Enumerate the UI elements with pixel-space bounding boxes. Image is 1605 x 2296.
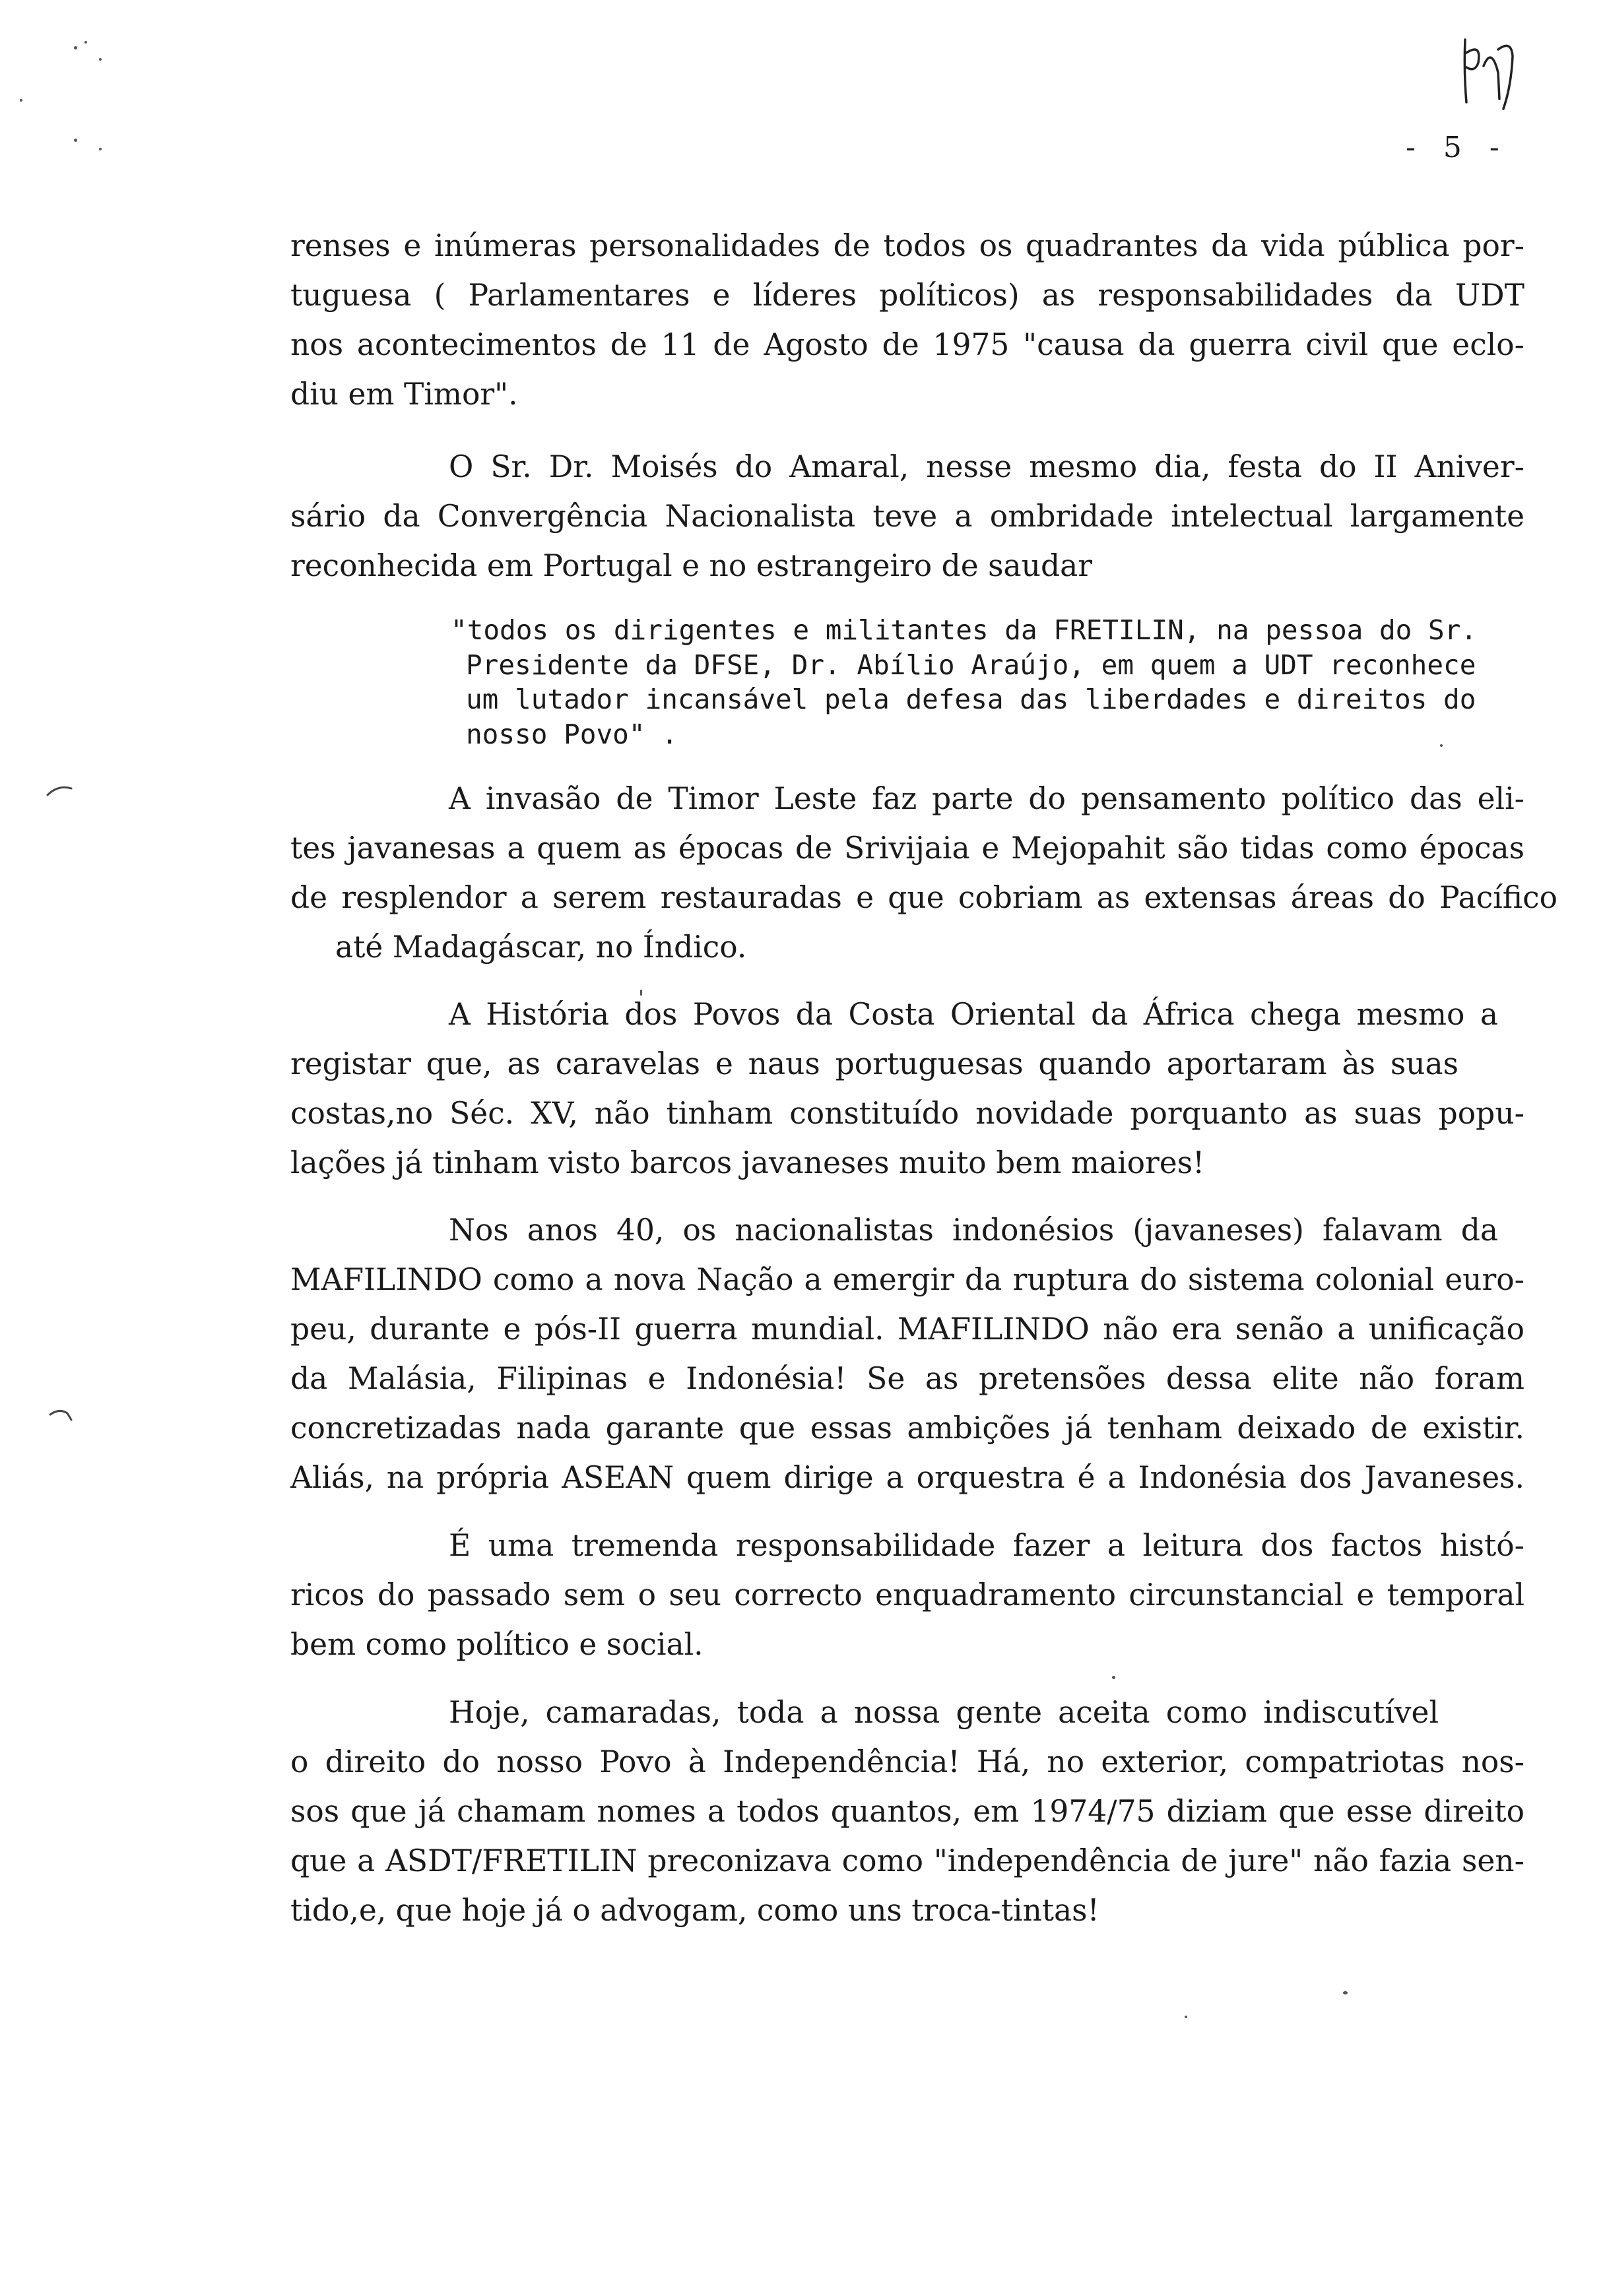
text-line: bem como político e social. bbox=[290, 1627, 704, 1662]
scan-speck bbox=[99, 58, 102, 61]
text-line: tes javanesas a quem as épocas de Srivijaia e Mejopahit são tidas como épocas bbox=[290, 831, 1524, 866]
text-line: concretizadas nada garante que essas ambições já tenham deixado de existir. bbox=[290, 1411, 1524, 1446]
text-line: sos que já chamam nomes a todos quantos, em 1974/75 diziam que esse direito bbox=[290, 1794, 1524, 1829]
text-line: renses e inúmeras personalidades de todos os quadrantes da vida pública por- bbox=[290, 228, 1524, 263]
text-line: o direito do nosso Povo à Independência! Há, no exterior, compatriotas nos- bbox=[290, 1744, 1524, 1779]
text-line: que a ASDT/FRETILIN preconizava como "independência de jure" não fazia sen- bbox=[290, 1843, 1524, 1878]
scan-speck bbox=[84, 41, 87, 44]
text-line: diu em Timor". bbox=[290, 377, 518, 412]
quote-line: nosso Povo" . bbox=[466, 718, 678, 750]
text-line: O Sr. Dr. Moisés do Amaral, nesse mesmo dia, festa do II Aniver- bbox=[449, 449, 1524, 484]
text-line: registar que, as caravelas e naus portuguesas quando aportaram às suas bbox=[290, 1046, 1458, 1081]
text-line: MAFILINDO como a nova Nação a emergir da ruptura do sistema colonial euro- bbox=[290, 1262, 1524, 1297]
scan-mark bbox=[45, 782, 78, 802]
text-line: Hoje, camaradas, toda a nossa gente aceita como indiscutível bbox=[449, 1695, 1439, 1730]
text-line: lações já tinham visto barcos javaneses muito bem maiores! bbox=[290, 1145, 1205, 1180]
scan-speck bbox=[1440, 744, 1443, 747]
text-line: costas,no Séc. XV, não tinham constituído novidade porquanto as suas popu- bbox=[290, 1096, 1524, 1131]
text-line: Aliás, na própria ASEAN quem dirige a orquestra é a Indonésia dos Javaneses. bbox=[290, 1460, 1524, 1495]
text-line: A História dos Povos da Costa Oriental da África chega mesmo a bbox=[449, 997, 1498, 1032]
scan-speck bbox=[1343, 1991, 1348, 1994]
text-line: sário da Convergência Nacionalista teve a ombridade intelectual largamente bbox=[290, 499, 1524, 534]
scan-speck bbox=[74, 46, 77, 49]
text-line: peu, durante e pós-II guerra mundial. MAFILINDO não era senão a unificação bbox=[290, 1312, 1524, 1347]
scan-speck bbox=[74, 139, 77, 142]
text-line: da Malásia, Filipinas e Indonésia! Se as pretensões dessa elite não foram bbox=[290, 1361, 1524, 1396]
text-line: tido,e, que hoje já o advogam, como uns troca-tintas! bbox=[290, 1893, 1099, 1928]
scan-speck bbox=[20, 99, 22, 102]
text-line: até Madagáscar, no Índico. bbox=[335, 930, 747, 965]
scan-speck bbox=[1185, 2016, 1187, 2018]
text-line: tuguesa ( Parlamentares e líderes políticos) as responsabilidades da UDT bbox=[290, 278, 1524, 313]
text-line: reconhecida em Portugal e no estrangeiro de saudar bbox=[290, 548, 1092, 583]
page-number: - 5 - bbox=[1406, 131, 1509, 164]
quote-line: "todos os dirigentes e militantes da FRETILIN, na pessoa do Sr. bbox=[451, 614, 1478, 646]
text-line: Nos anos 40, os nacionalistas indonésios (javaneses) falavam da bbox=[449, 1213, 1498, 1248]
scan-speck bbox=[99, 148, 102, 150]
text-line: A invasão de Timor Leste faz parte do pensamento político das eli- bbox=[449, 781, 1524, 816]
text-line: de resplendor a serem restauradas e que cobriam as extensas áreas do Pacífico bbox=[290, 880, 1557, 915]
text-line: ricos do passado sem o seu correcto enquadramento circunstancial e temporal bbox=[290, 1578, 1524, 1612]
scan-speck bbox=[1112, 1676, 1115, 1679]
scan-speck bbox=[640, 990, 642, 996]
scan-mark bbox=[48, 1405, 81, 1432]
quote-line: Presidente da DFSE, Dr. Abílio Araújo, em quem a UDT reconhece bbox=[466, 649, 1476, 681]
handwritten-initials bbox=[1452, 26, 1524, 112]
text-line: nos acontecimentos de 11 de Agosto de 1975 "causa da guerra civil que eclo- bbox=[290, 327, 1524, 362]
quote-line: um lutador incansável pela defesa das liberdades e direitos do bbox=[466, 684, 1476, 715]
text-line: É uma tremenda responsabilidade fazer a leitura dos factos histó- bbox=[449, 1528, 1524, 1563]
